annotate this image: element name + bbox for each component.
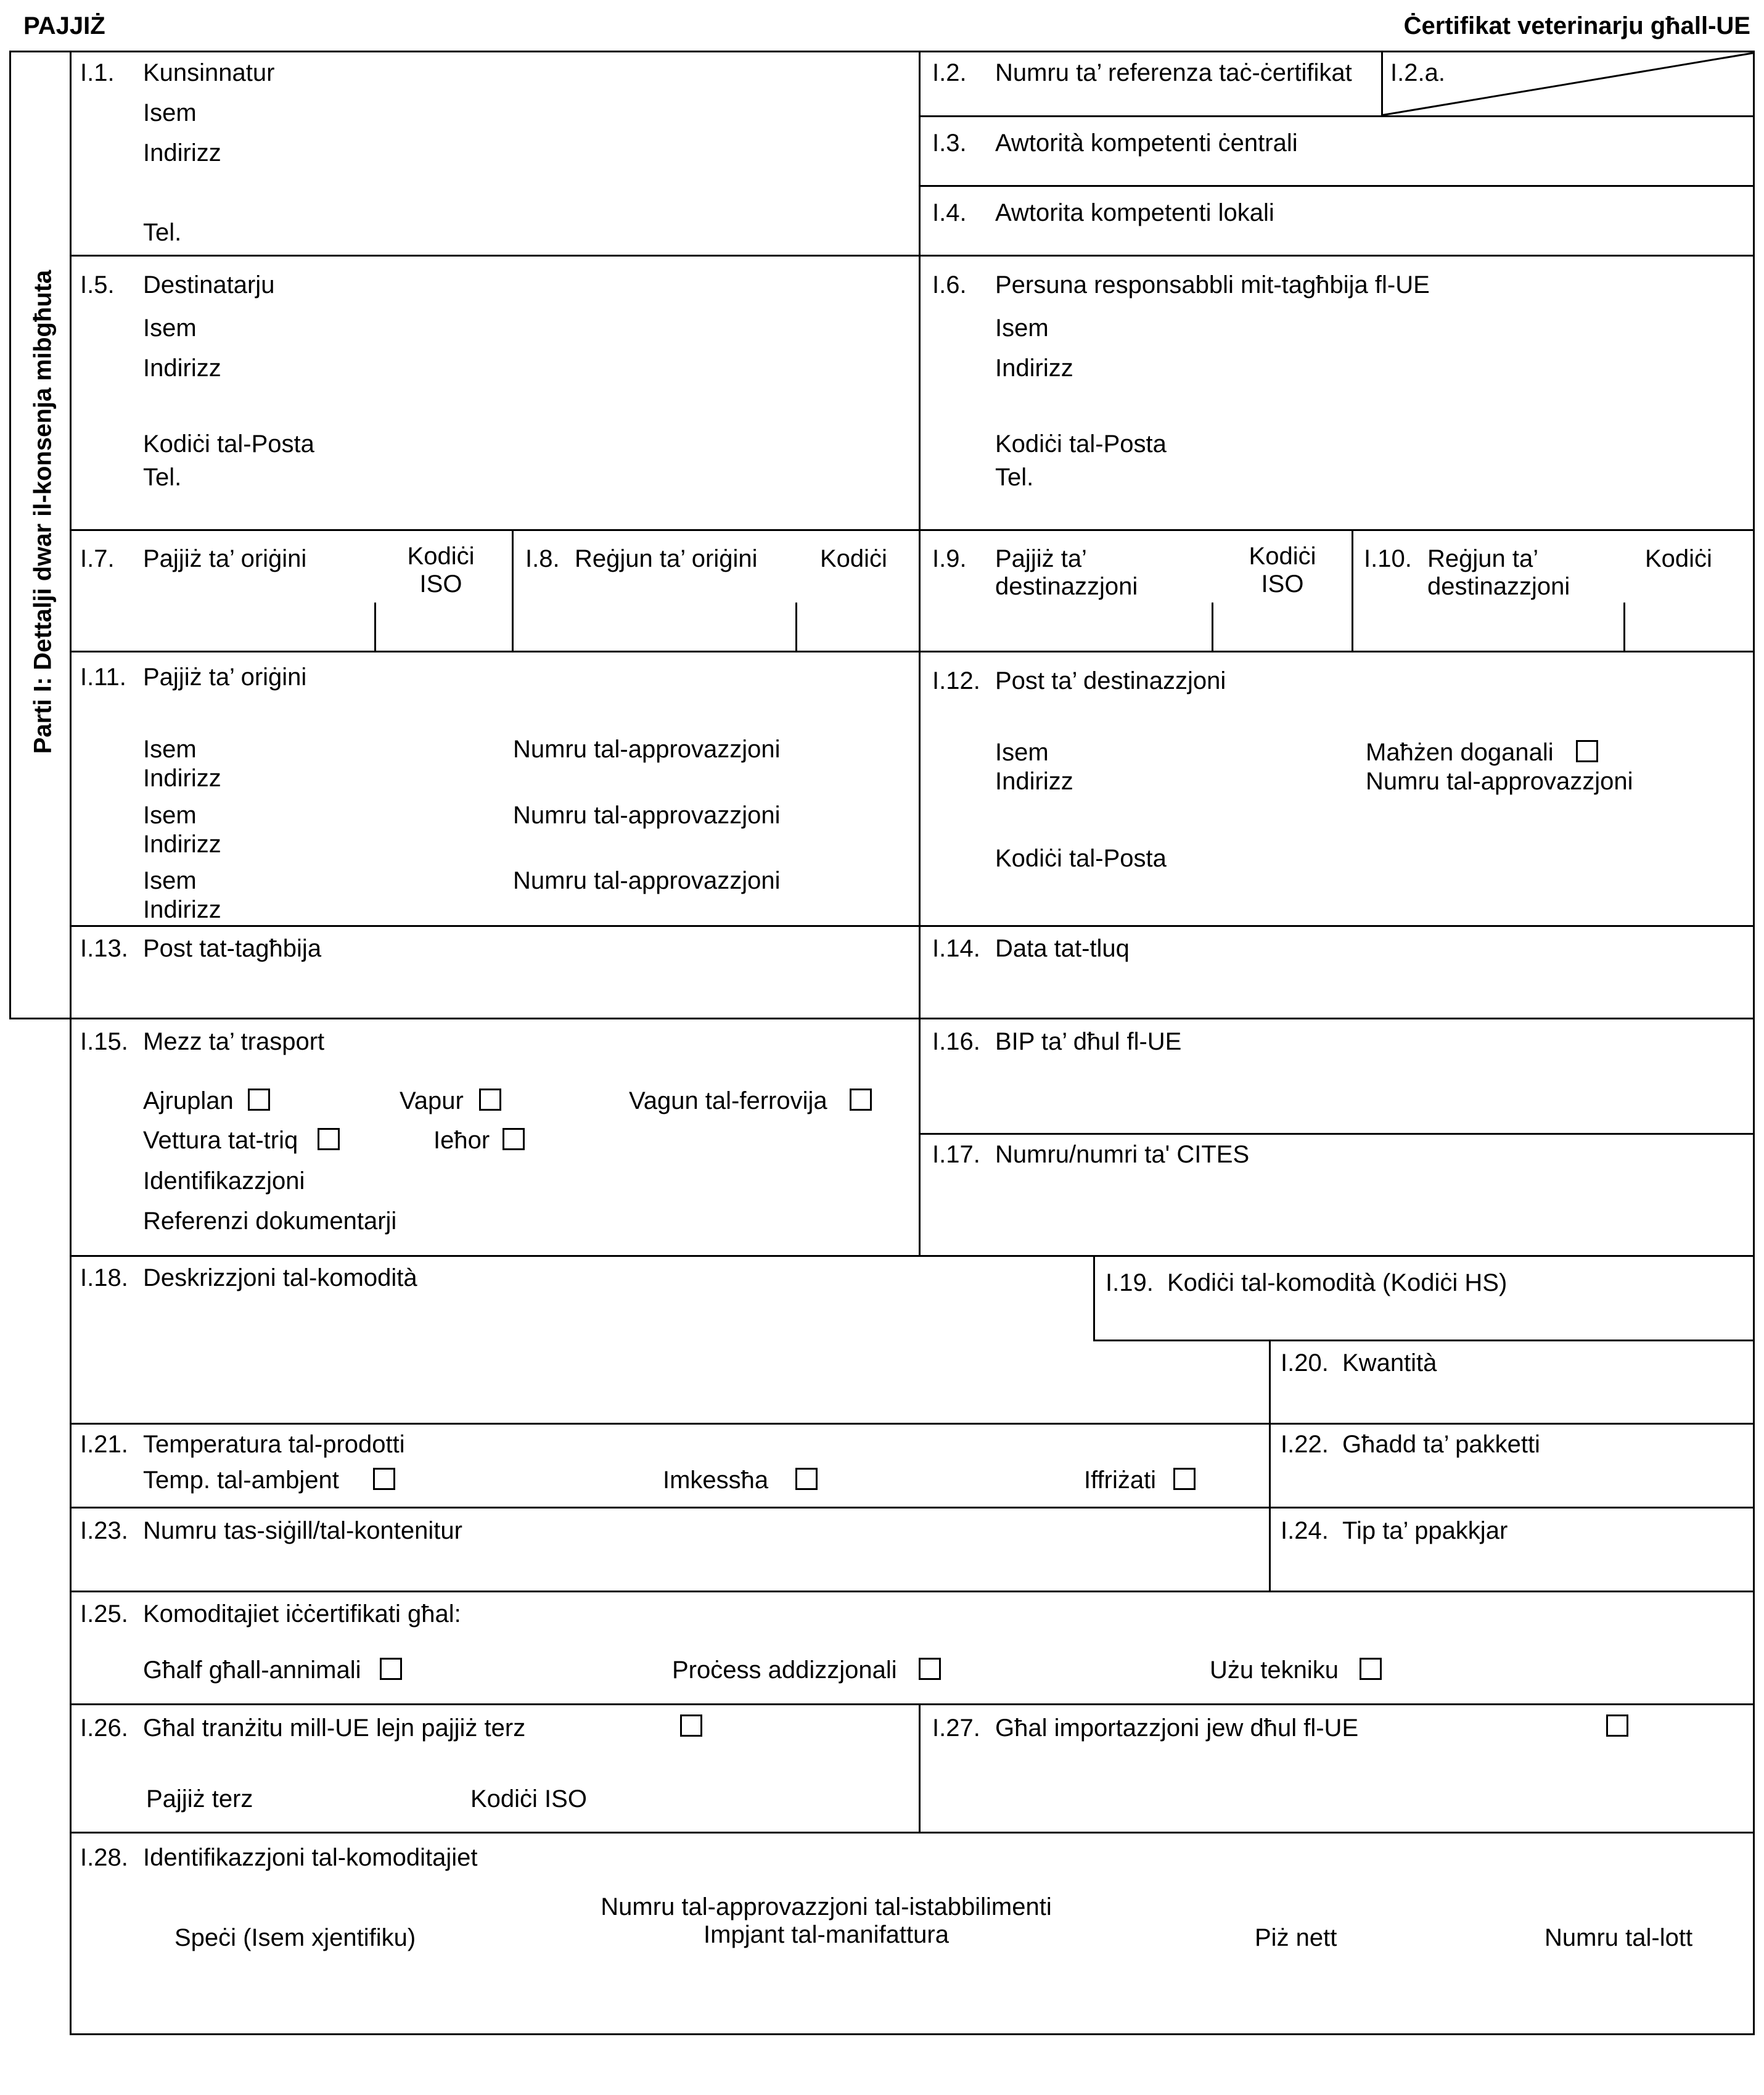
- i2-number: I.2.: [932, 59, 967, 86]
- part-one-title: Parti I: Dettalji dwar il-konsenja mibgħuta: [29, 270, 57, 754]
- i27-number: I.27.: [932, 1714, 980, 1742]
- railway-wagon-label: Vagun tal-ferrovija: [629, 1087, 827, 1114]
- i16-number: I.16.: [932, 1028, 980, 1055]
- aeroplane-label: Ajruplan: [143, 1087, 234, 1114]
- further-process-label: Proċess addizzjonali: [672, 1657, 897, 1684]
- departure-date-label: Data tat-tluq: [995, 935, 1130, 962]
- origin-place-address-label: Indirizz: [143, 831, 221, 858]
- i26-number: I.26.: [80, 1714, 128, 1742]
- packaging-type-label: Tip ta’ ppakkjar: [1342, 1517, 1508, 1544]
- customs-warehouse-label: Maħżen doganali: [1366, 739, 1554, 766]
- origin-place-name-label: Isem: [143, 736, 197, 763]
- seal-container-number-label: Numru tas-siġill/tal-kontenitur: [143, 1517, 462, 1544]
- i1-number: I.1.: [80, 59, 115, 86]
- technical-use-label: Użu tekniku: [1210, 1657, 1339, 1684]
- loading-responsible-postcode-label: Kodiċi tal-Posta: [995, 430, 1167, 458]
- certificate-reference-label: Numru ta’ referenza taċ-ċertifikat: [995, 59, 1352, 86]
- i13-number: I.13.: [80, 935, 128, 962]
- origin-place-approval-label: Numru tal-approvazzjoni: [513, 736, 781, 763]
- transit-checkbox[interactable]: [680, 1714, 702, 1737]
- i12-number: I.12.: [932, 667, 980, 694]
- i28-number: I.28.: [80, 1844, 128, 1871]
- consignee-name-label: Isem: [143, 315, 197, 342]
- consignee-postcode-label: Kodiċi tal-Posta: [143, 430, 314, 458]
- third-country-label: Pajjiż terz: [146, 1785, 253, 1813]
- transit-label: Għal tranżitu mill-UE lejn pajjiż terz: [143, 1714, 526, 1742]
- import-checkbox[interactable]: [1606, 1714, 1628, 1737]
- central-authority-label: Awtorità kompetenti ċentrali: [995, 130, 1298, 157]
- establishment-approval-column-label: Numru tal-approvazzjoni tal-istabbilimenti Impjant tal-manifattura: [601, 1893, 1052, 1948]
- technical-use-checkbox[interactable]: [1360, 1658, 1382, 1680]
- i11-number: I.11.: [80, 664, 126, 691]
- consignee-label: Destinatarju: [143, 271, 275, 298]
- i21-number: I.21.: [80, 1431, 128, 1458]
- origin-place-approval-label: Numru tal-approvazzjoni: [513, 867, 781, 894]
- chilled-label: Imkessħa: [663, 1467, 769, 1494]
- destination-country-label: Pajjiż ta’ destinazzjoni: [995, 545, 1138, 600]
- i24-number: I.24.: [1281, 1517, 1329, 1544]
- origin-place-name-label: Isem: [143, 867, 197, 894]
- loading-responsible-address-label: Indirizz: [995, 355, 1073, 382]
- origin-country-label: Pajjiż ta’ oriġini: [143, 545, 307, 572]
- animal-feed-checkbox[interactable]: [380, 1658, 402, 1680]
- package-count-label: Għadd ta’ pakketti: [1342, 1431, 1540, 1458]
- destination-place-address-label: Indirizz: [995, 768, 1073, 795]
- entry-bip-label: BIP ta’ dħul fl-UE: [995, 1028, 1182, 1055]
- commodity-identification-label: Identifikazzjoni tal-komoditajiet: [143, 1844, 478, 1871]
- i2a-number: I.2.a.: [1390, 59, 1445, 86]
- i25-number: I.25.: [80, 1600, 128, 1628]
- commodity-code-label: Kodiċi tal-komodità (Kodiċi HS): [1167, 1269, 1508, 1296]
- product-temperature-label: Temperatura tal-prodotti: [143, 1431, 405, 1458]
- import-label: Għal importazzjoni jew dħul fl-UE: [995, 1714, 1359, 1742]
- loading-responsible-tel-label: Tel.: [995, 464, 1034, 491]
- i8-number: I.8.: [525, 545, 560, 572]
- third-country-iso-label: Kodiċi ISO: [470, 1785, 587, 1813]
- origin-place-approval-label: Numru tal-approvazzjoni: [513, 802, 781, 829]
- destination-place-approval-label: Numru tal-approvazzjoni: [1366, 768, 1633, 795]
- i9-number: I.9.: [932, 545, 967, 572]
- consignor-address-label: Indirizz: [143, 139, 221, 167]
- destination-region-label: Reġjun ta’ destinazzjoni: [1427, 545, 1570, 600]
- other-transport-checkbox[interactable]: [503, 1128, 525, 1150]
- frozen-label: Iffriżati: [1084, 1467, 1157, 1494]
- documentary-references-label: Referenzi dokumentarji: [143, 1208, 397, 1235]
- i18-number: I.18.: [80, 1264, 128, 1291]
- i22-number: I.22.: [1281, 1431, 1329, 1458]
- loading-responsible-name-label: Isem: [995, 315, 1049, 342]
- i23-number: I.23.: [80, 1517, 128, 1544]
- i14-number: I.14.: [932, 935, 980, 962]
- ambient-checkbox[interactable]: [373, 1468, 395, 1490]
- cites-numbers-label: Numru/numri ta' CITES: [995, 1141, 1250, 1168]
- i5-number: I.5.: [80, 271, 115, 298]
- i20-number: I.20.: [1281, 1349, 1329, 1377]
- customs-warehouse-checkbox[interactable]: [1576, 740, 1598, 762]
- i6-number: I.6.: [932, 271, 967, 298]
- consignor-name-label: Isem: [143, 99, 197, 126]
- species-column-label: Speċi (Isem xjentifiku): [174, 1924, 416, 1951]
- destination-place-name-label: Isem: [995, 739, 1049, 766]
- origin-region-label: Reġjun ta’ oriġini: [575, 545, 758, 572]
- aeroplane-checkbox[interactable]: [248, 1089, 270, 1111]
- ship-checkbox[interactable]: [479, 1089, 501, 1111]
- origin-region-code-label: Kodiċi: [820, 545, 887, 572]
- origin-place-address-label: Indirizz: [143, 896, 221, 923]
- net-weight-column-label: Piż nett: [1255, 1924, 1337, 1951]
- destination-country-code-label: Kodiċi ISO: [1249, 543, 1316, 598]
- ambient-label: Temp. tal-ambjent: [143, 1467, 339, 1494]
- further-process-checkbox[interactable]: [919, 1658, 941, 1680]
- loading-responsible-label: Persuna responsabbli mit-tagħbija fl-UE: [995, 271, 1430, 298]
- loading-place-label: Post tat-tagħbija: [143, 935, 322, 962]
- i4-number: I.4.: [932, 199, 967, 226]
- transport-identification-label: Identifikazzjoni: [143, 1167, 305, 1195]
- origin-place-name-label: Isem: [143, 802, 197, 829]
- certificate-header: Ċertifikat veterinarju għall-UE: [1403, 12, 1750, 39]
- local-authority-label: Awtorita kompetenti lokali: [995, 199, 1274, 226]
- road-vehicle-checkbox[interactable]: [318, 1128, 340, 1150]
- destination-region-code-label: Kodiċi: [1645, 545, 1712, 572]
- railway-wagon-checkbox[interactable]: [850, 1089, 872, 1111]
- origin-country-code-label: Kodiċi ISO: [407, 543, 475, 598]
- lot-number-column-label: Numru tal-lott: [1545, 1924, 1693, 1951]
- consignor-label: Kunsinnatur: [143, 59, 275, 86]
- i3-number: I.3.: [932, 130, 967, 157]
- origin-place-address-label: Indirizz: [143, 765, 221, 792]
- chilled-checkbox[interactable]: [795, 1468, 818, 1490]
- commodity-description-label: Deskrizzjoni tal-komodità: [143, 1264, 417, 1291]
- i7-number: I.7.: [80, 545, 115, 572]
- certified-for-label: Komoditajiet iċċertifikati għal:: [143, 1600, 461, 1628]
- ship-label: Vapur: [400, 1087, 464, 1114]
- consignor-tel-label: Tel.: [143, 219, 182, 246]
- i17-number: I.17.: [932, 1141, 980, 1168]
- road-vehicle-label: Vettura tat-triq: [143, 1127, 298, 1154]
- country-header: PAJJIŻ: [23, 12, 105, 39]
- animal-feed-label: Għalf għall-annimali: [143, 1657, 361, 1684]
- i10-number: I.10.: [1364, 545, 1412, 572]
- destination-place-label: Post ta’ destinazzjoni: [995, 667, 1226, 694]
- i15-number: I.15.: [80, 1028, 128, 1055]
- frozen-checkbox[interactable]: [1173, 1468, 1196, 1490]
- origin-place-label: Pajjiż ta’ oriġini: [143, 664, 307, 691]
- other-transport-label: Ieħor: [433, 1127, 490, 1154]
- destination-place-postcode-label: Kodiċi tal-Posta: [995, 845, 1167, 872]
- i19-number: I.19.: [1106, 1269, 1154, 1296]
- transport-means-label: Mezz ta’ trasport: [143, 1028, 325, 1055]
- consignee-address-label: Indirizz: [143, 355, 221, 382]
- quantity-label: Kwantità: [1342, 1349, 1437, 1377]
- consignee-tel-label: Tel.: [143, 464, 182, 491]
